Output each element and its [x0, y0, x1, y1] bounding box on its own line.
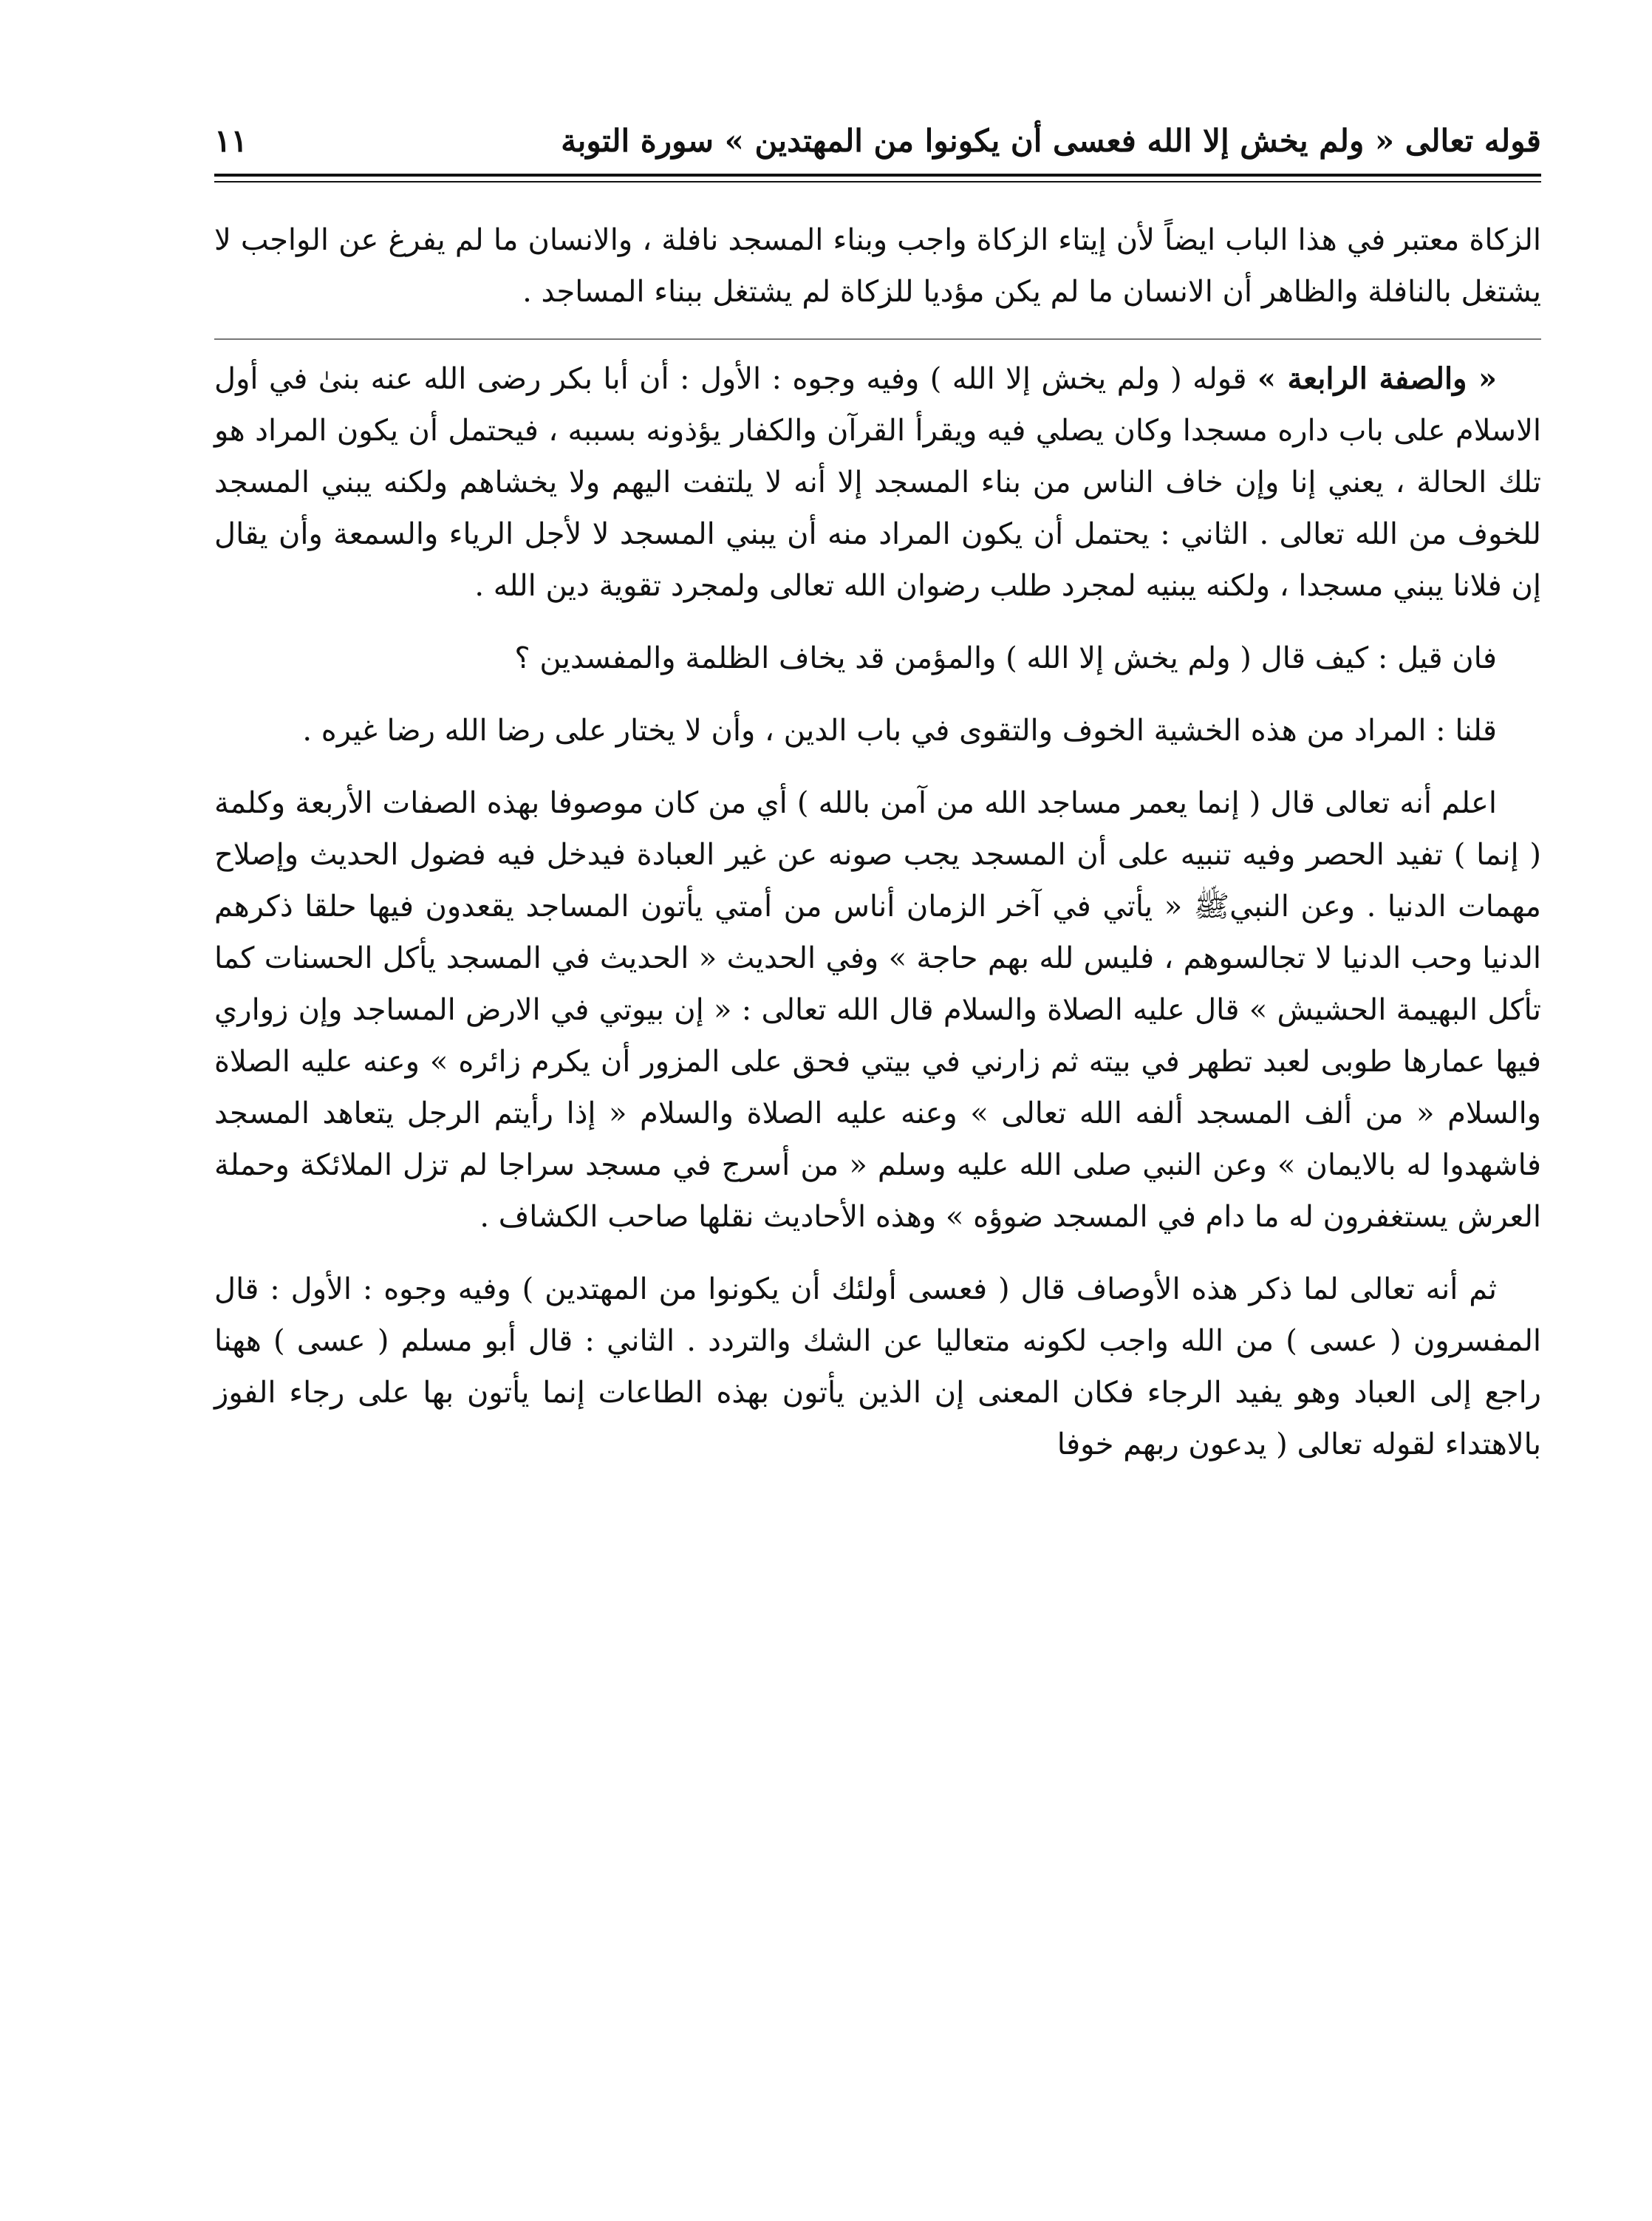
- paragraph-fourth-attribute: [214, 353, 1541, 612]
- header-rule-thin: [214, 181, 1541, 182]
- paragraph-hadith: اعلم أنه تعالى قال ( إنما يعمر مساجد الله من آمن بالله ) أي من كان موصوفا بهذه الصفات الأربعة وكلمة ( إنما ) تفيد الحصر وفيه تنبيه على أن المسجد يجب صونه عن غير العبادة فيدخل فيه فضول الحديث وإصلاح مهمات الدنيا . وعن النبيﷺ « يأتي في آخر الزمان أناس من أمتي يأتون المساجد يقعدون فيها حلقا ذكرهم الدنيا وحب الدنيا لا تجالسوهم ، فليس لله بهم حاجة » وفي الحديث « الحديث في المسجد يأكل الحسنات كما تأكل البهيمة الحشيش » قال عليه الصلاة والسلام قال الله تعالى : « إن بيوتي في الارض المساجد وإن زواري فيها عمارها طوبى لعبد تطهر في بيته ثم زارني في بيتي فحق على المزور أن يكرم زائره » وعنه عليه الصلاة والسلام « من ألف المسجد ألفه الله تعالى » وعنه عليه الصلاة والسلام « إذا رأيتم الرجل يتعاهد المسجد فاشهدوا له بالايمان » وعن النبي صلى الله عليه وسلم « من أسرج في مسجد سراجا لم تزل الملائكة وحملة العرش يستغفرون له ما دام في المسجد ضوؤه » وهذه الأحاديث نقلها صاحب الكشاف .: [214, 786, 1542, 1234]
- page-number: ١١: [214, 122, 248, 159]
- body-text: [214, 214, 1541, 2147]
- paragraph-answer: قلنا : المراد من هذه الخشية الخوف والتقوى في باب الدين ، وأن لا يختار على رضا الله رضا غيره .: [302, 714, 1497, 748]
- section-heading: « والصفة الرابعة »: [1257, 361, 1497, 396]
- section-heading-body: قوله ( ولم يخش إلا الله ) وفيه وجوه : الأول : أن أبا بكر رضى الله عنه بنىٰ في أول الاسلام على باب داره مسجدا وكان يصلي فيه ويقرأ القرآن والكفار يؤذونه بسببه ، فيحتمل أن يكون المراد هو تلك الحالة ، يعني إنا وإن خاف الناس من بناء المسجد إلا أنه لا يلتفت اليهم ولا يخشاهم ولكنه يبني المسجد للخوف من الله تعالى . الثاني : يحتمل أن يكون المراد منه أن يبني المسجد لا لأجل الرياء والسمعة وأن يقال إن فلانا يبني مسجدا ، ولكنه يبنيه لمجرد طلب رضوان الله تعالى ولمجرد تقوية دين الله .: [214, 362, 1542, 603]
- page-header: [214, 111, 1541, 170]
- running-title: قوله تعالى « ولم يخش إلا الله فعسى أن يكونوا من المهتدين » سورة التوبة: [561, 122, 1541, 159]
- paragraph-zakat: الزكاة معتبر في هذا الباب ايضاً لأن إيتاء الزكاة واجب وبناء المسجد نافلة ، والانسان ما لم يفرغ عن الواجب لا يشتغل بالنافلة والظاهر أن الانسان ما لم يكن مؤديا للزكاة لم يشتغل ببناء المساجد .: [214, 223, 1541, 309]
- section-divider: [214, 338, 1541, 340]
- paragraph-guided: ثم أنه تعالى لما ذكر هذه الأوصاف قال ( فعسى أولئك أن يكونوا من المهتدين ) وفيه وجوه : الأول : قال المفسرون ( عسى ) من الله واجب لكونه متعاليا عن الشك والتردد . الثاني : قال أبو مسلم ( عسى ) ههنا راجع إلى العباد وهو يفيد الرجاء فكان المعنى إن الذين يأتون بهذه الطاعات إنما يأتون بها على رجاء الفوز بالاهتداء لقوله تعالى ( يدعون ربهم خوفا: [214, 1272, 1541, 1461]
- paragraph-question: فان قيل : كيف قال ( ولم يخش إلا الله ) والمؤمن قد يخاف الظلمة والمفسدين ؟: [514, 641, 1497, 675]
- header-rule: [214, 174, 1541, 177]
